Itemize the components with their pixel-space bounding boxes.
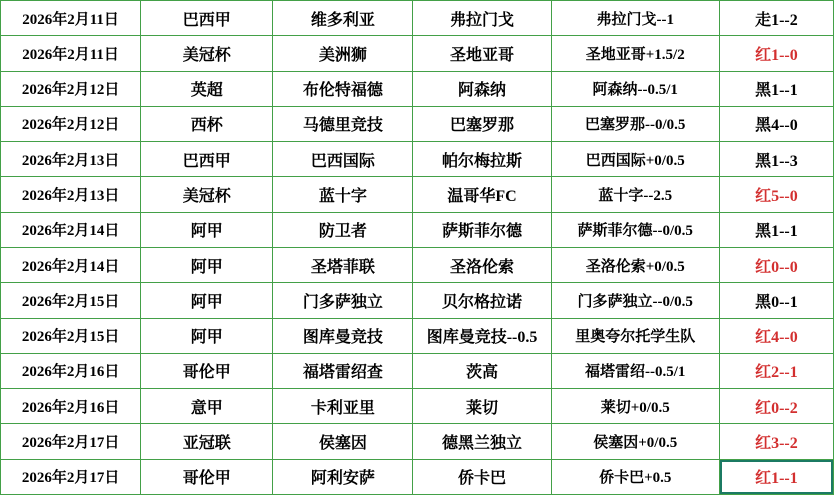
table-row [1, 459, 834, 494]
home-team: 蓝十字 [273, 177, 413, 212]
pick-recommendation: 巴塞罗那--0/0.5 [551, 106, 719, 141]
home-team: 维多利亚 [273, 1, 413, 36]
away-team: 弗拉门戈 [413, 1, 551, 36]
match-result: 红4--0 [719, 318, 833, 353]
away-team: 圣地亚哥 [413, 36, 551, 71]
away-team: 帕尔梅拉斯 [413, 142, 551, 177]
away-team: 温哥华FC [413, 177, 551, 212]
away-team: 莱切 [413, 389, 551, 424]
match-result: 黑1--3 [719, 142, 833, 177]
league-name: 巴西甲 [141, 1, 273, 36]
home-team: 福塔雷绍查 [273, 353, 413, 388]
match-result: 红2--1 [719, 353, 833, 388]
league-name: 哥伦甲 [141, 459, 273, 494]
pick-recommendation: 圣洛伦索+0/0.5 [551, 247, 719, 282]
table-row [1, 71, 834, 106]
match-date: 2026年2月17日 [1, 459, 141, 494]
away-team: 阿森纳 [413, 71, 551, 106]
home-team: 布伦特福德 [273, 71, 413, 106]
league-name: 美冠杯 [141, 36, 273, 71]
table-row [1, 212, 834, 247]
table-row [1, 424, 834, 459]
match-result: 红3--2 [719, 424, 833, 459]
table-row [1, 106, 834, 141]
home-team: 美洲狮 [273, 36, 413, 71]
league-name: 阿甲 [141, 283, 273, 318]
table-row [1, 36, 834, 71]
match-result: 红0--2 [719, 389, 833, 424]
away-team: 贝尔格拉诺 [413, 283, 551, 318]
pick-recommendation: 弗拉门戈--1 [551, 1, 719, 36]
home-team: 阿利安萨 [273, 459, 413, 494]
match-result: 红5--0 [719, 177, 833, 212]
table-row [1, 353, 834, 388]
league-name: 巴西甲 [141, 142, 273, 177]
match-result: 黑1--1 [719, 212, 833, 247]
home-team: 防卫者 [273, 212, 413, 247]
pick-recommendation: 侨卡巴+0.5 [551, 459, 719, 494]
match-result: 红1--0 [719, 36, 833, 71]
league-name: 阿甲 [141, 247, 273, 282]
pick-recommendation: 巴西国际+0/0.5 [551, 142, 719, 177]
match-result: 红1--1 [719, 459, 833, 494]
home-team: 马德里竞技 [273, 106, 413, 141]
match-result: 黑4--0 [719, 106, 833, 141]
away-team: 萨斯菲尔德 [413, 212, 551, 247]
pick-recommendation: 福塔雷绍--0.5/1 [551, 353, 719, 388]
away-team: 茨高 [413, 353, 551, 388]
table-row [1, 247, 834, 282]
match-result: 红0--0 [719, 247, 833, 282]
pick-recommendation: 萨斯菲尔德--0/0.5 [551, 212, 719, 247]
table-row [1, 283, 834, 318]
league-name: 意甲 [141, 389, 273, 424]
match-date: 2026年2月16日 [1, 389, 141, 424]
away-team: 图库曼竞技--0.5 [413, 318, 551, 353]
home-team: 门多萨独立 [273, 283, 413, 318]
pick-recommendation: 里奥夸尔托学生队 [551, 318, 719, 353]
league-name: 哥伦甲 [141, 353, 273, 388]
match-date: 2026年2月13日 [1, 142, 141, 177]
match-date: 2026年2月15日 [1, 318, 141, 353]
pick-recommendation: 圣地亚哥+1.5/2 [551, 36, 719, 71]
pick-recommendation: 阿森纳--0.5/1 [551, 71, 719, 106]
table-row [1, 177, 834, 212]
pick-recommendation: 门多萨独立--0/0.5 [551, 283, 719, 318]
home-team: 圣塔菲联 [273, 247, 413, 282]
match-date: 2026年2月11日 [1, 1, 141, 36]
table-row [1, 318, 834, 353]
home-team: 卡利亚里 [273, 389, 413, 424]
league-name: 亚冠联 [141, 424, 273, 459]
away-team: 德黑兰独立 [413, 424, 551, 459]
table-row [1, 389, 834, 424]
match-date: 2026年2月16日 [1, 353, 141, 388]
pick-recommendation: 侯塞因+0/0.5 [551, 424, 719, 459]
match-date: 2026年2月12日 [1, 71, 141, 106]
match-result: 黑0--1 [719, 283, 833, 318]
match-date: 2026年2月12日 [1, 106, 141, 141]
home-team: 图库曼竞技 [273, 318, 413, 353]
table-row [1, 142, 834, 177]
match-date: 2026年2月17日 [1, 424, 141, 459]
match-date: 2026年2月11日 [1, 36, 141, 71]
away-team: 侨卡巴 [413, 459, 551, 494]
away-team: 圣洛伦索 [413, 247, 551, 282]
match-date: 2026年2月13日 [1, 177, 141, 212]
league-name: 英超 [141, 71, 273, 106]
match-result: 走1--2 [719, 1, 833, 36]
home-team: 巴西国际 [273, 142, 413, 177]
league-name: 阿甲 [141, 212, 273, 247]
match-date: 2026年2月14日 [1, 212, 141, 247]
pick-recommendation: 蓝十字--2.5 [551, 177, 719, 212]
pick-recommendation: 莱切+0/0.5 [551, 389, 719, 424]
match-result: 黑1--1 [719, 71, 833, 106]
league-name: 美冠杯 [141, 177, 273, 212]
league-name: 西杯 [141, 106, 273, 141]
match-date: 2026年2月15日 [1, 283, 141, 318]
match-date: 2026年2月14日 [1, 247, 141, 282]
league-name: 阿甲 [141, 318, 273, 353]
away-team: 巴塞罗那 [413, 106, 551, 141]
home-team: 侯塞因 [273, 424, 413, 459]
table-row [1, 1, 834, 36]
